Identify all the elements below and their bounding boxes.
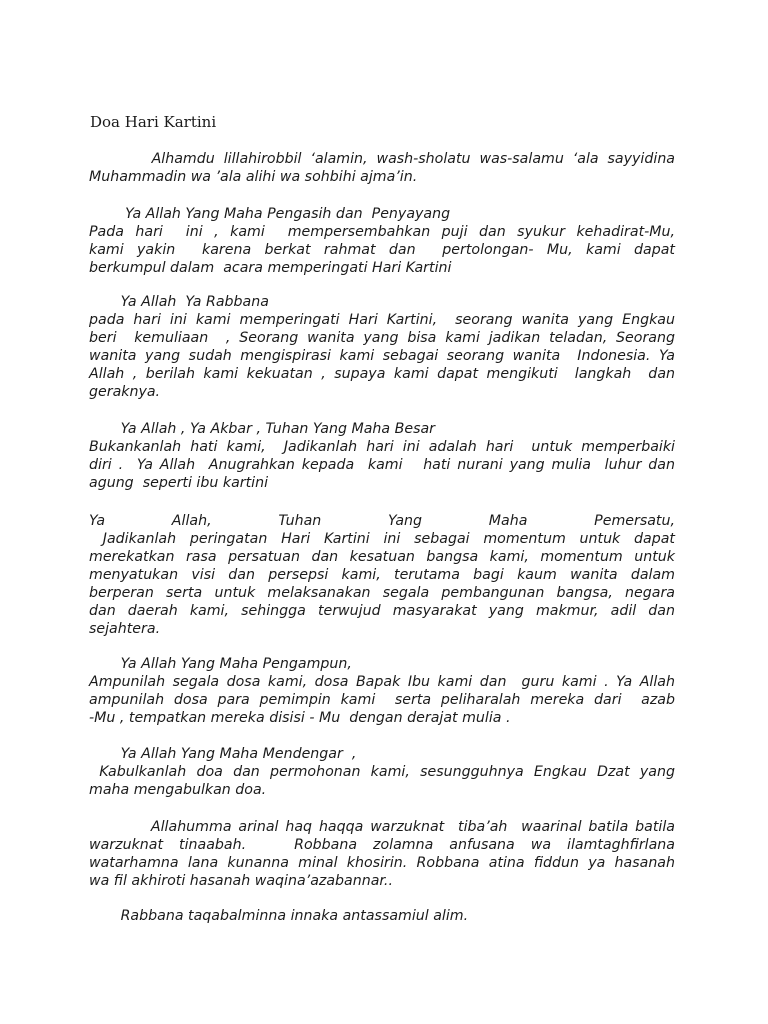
paragraph-line: warzuknat tinaabah. Robbana zolamna anfusana wa ilamtaghfirlana — [89, 837, 675, 853]
paragraph-line: Ya Allah Yang Maha Mendengar , — [89, 746, 357, 762]
paragraph-line: Ya Allah, Tuhan Yang Maha Pemersatu, — [89, 513, 675, 529]
paragraph-line: Ya Allah Ya Rabbana — [89, 294, 269, 310]
paragraph — [89, 655, 675, 727]
paragraph — [89, 745, 675, 799]
paragraph-line: beri kemuliaan , Seorang wanita yang bisa kami jadikan teladan, Seorang — [89, 330, 675, 346]
paragraph-line: Muhammadin wa ’ala alihi wa sohbihi ajma’in. — [89, 169, 418, 185]
paragraph-line: menyatukan visi dan persepsi kami, terutama bagi kaum wanita dalam — [89, 567, 675, 583]
paragraph-line: Pada hari ini , kami mempersembahkan puji dan syukur kehadirat-Mu, — [89, 224, 675, 240]
paragraph-line: Bukankanlah hati kami, Jadikanlah hari ini adalah hari untuk memperbaiki — [89, 439, 675, 455]
paragraph-line: Allah , berilah kami kekuatan , supaya kami dapat mengikuti langkah dan — [89, 366, 675, 382]
paragraph-line: Rabbana taqabalminna innaka antassamiul alim. — [89, 908, 469, 924]
paragraph-line: Ya Allah Yang Maha Pengasih dan Penyayang — [89, 206, 451, 222]
paragraph-line: Ya Allah , Ya Akbar , Tuhan Yang Maha Besar — [89, 421, 435, 437]
paragraph-line: Ya Allah Yang Maha Pengampun, — [89, 656, 352, 672]
paragraph — [89, 150, 675, 186]
paragraph-line: diri . Ya Allah Anugrahkan kepada kami hati nurani yang mulia luhur dan — [89, 457, 675, 473]
document-title: Doa Hari Kartini — [90, 113, 217, 131]
paragraph — [89, 205, 675, 277]
paragraph-line: Jadikanlah peringatan Hari Kartini ini sebagai momentum untuk dapat — [89, 531, 675, 547]
paragraph-line: wa fil akhiroti hasanah waqina’azabannar.. — [89, 873, 393, 889]
paragraph-line: ampunilah dosa para pemimpin kami serta peliharalah mereka dari azab — [89, 692, 675, 708]
paragraph — [89, 907, 675, 925]
paragraph — [89, 420, 675, 492]
paragraph-line: agung seperti ibu kartini — [89, 475, 269, 491]
paragraph-line: Alhamdu lillahirobbil ‘alamin, wash-sholatu was-salamu ‘ala sayyidina — [89, 151, 675, 167]
paragraph-line: Allahumma arinal haq haqqa warzuknat tiba’ah waarinal batila batila — [89, 819, 675, 835]
paragraph — [89, 293, 675, 401]
paragraph-line: maha mengabulkan doa. — [89, 782, 267, 798]
paragraph-line: berkumpul dalam acara memperingati Hari Kartini — [89, 260, 452, 276]
paragraph-line: geraknya. — [89, 384, 161, 400]
paragraph-line: pada hari ini kami memperingati Hari Kartini, seorang wanita yang Engkau — [89, 312, 675, 328]
paragraph-line: watarhamna lana kunanna minal khosirin. Robbana atina fiddun ya hasanah — [89, 855, 675, 871]
paragraph-line: -Mu , tempatkan mereka disisi - Mu dengan derajat mulia . — [89, 710, 511, 726]
paragraph-line: Kabulkanlah doa dan permohonan kami, sesungguhnya Engkau Dzat yang — [89, 764, 675, 780]
paragraph-line: kami yakin karena berkat rahmat dan pertolongan- Mu, kami dapat — [89, 242, 675, 258]
paragraph-line: dan daerah kami, sehingga terwujud masyarakat yang makmur, adil dan — [89, 603, 675, 619]
paragraph-line: sejahtera. — [89, 621, 161, 637]
paragraph-line: merekatkan rasa persatuan dan kesatuan bangsa kami, momentum untuk — [89, 549, 675, 565]
paragraph — [89, 512, 675, 638]
paragraph-line: wanita yang sudah mengispirasi kami sebagai seorang wanita Indonesia. Ya — [89, 348, 675, 364]
paragraph — [89, 818, 675, 890]
paragraph-line: berperan serta untuk melaksanakan segala pembangunan bangsa, negara — [89, 585, 675, 601]
paragraph-line: Ampunilah segala dosa kami, dosa Bapak Ibu kami dan guru kami . Ya Allah — [89, 674, 675, 690]
